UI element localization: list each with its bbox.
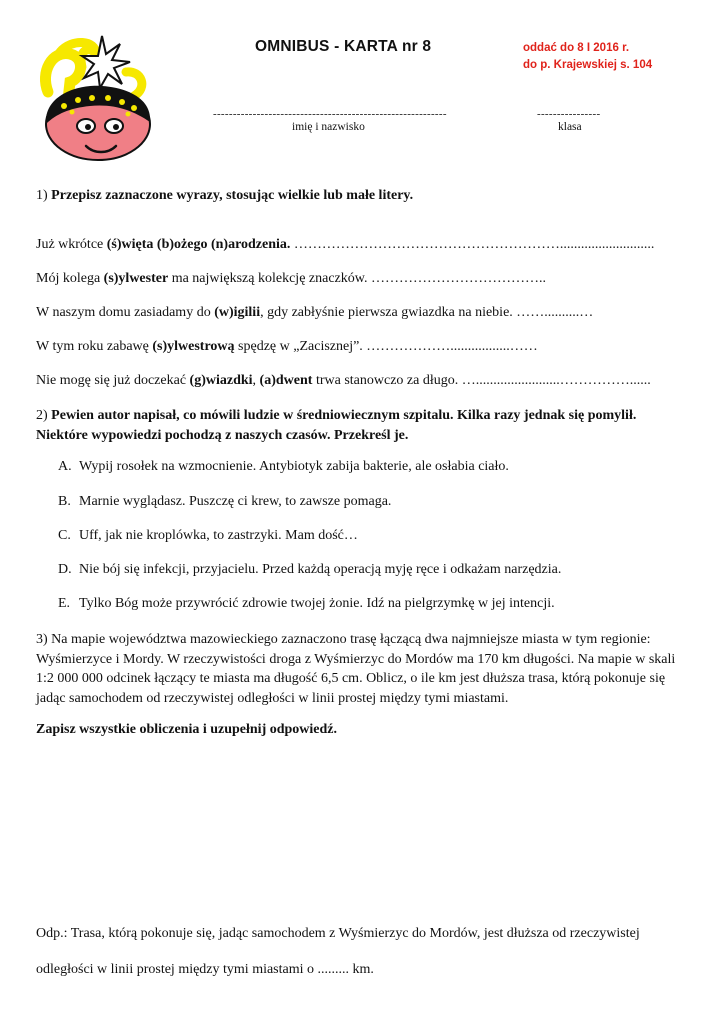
marked-words: (s)ylwester: [103, 271, 169, 286]
class-field-line[interactable]: ----------------: [537, 108, 601, 120]
sentence-text: W tym roku zabawę: [36, 339, 153, 354]
omnibus-logo: [30, 32, 160, 167]
task1-heading: [36, 188, 413, 204]
task2-option-c[interactable]: [58, 528, 358, 544]
task1-sentence-5: [36, 373, 651, 389]
task2-number: 2): [36, 408, 52, 423]
marked-words: (g)wiazdki: [189, 373, 253, 388]
deadline-date: oddać do 8 I 2016 r.: [523, 42, 630, 54]
task1-instruction: Przepisz zaznaczone wyrazy, stosując wielkie lub małe litery.: [51, 188, 414, 203]
task3-text: 3) Na mapie województwa mazowieckiego zaznaczono trasę łączącą dwa najmniejsze miasta w tym regionie: Wyśmierzyce i Mordy. W rzeczywistości droga z Wyśmierzyc do Mordów ma 170 km długości. Na mapie w skali 1:2 000 000 odcinek łączący te miasta ma długość 6,5 cm. Oblicz, o ile km jest dłuższa trasa, którą pokonuje się jadąc samochodem od rzeczywistej odległości w linii prostej między tymi miastami.: [36, 632, 676, 706]
option-text: Uff, jak nie kroplówka, to zastrzyki. Mam dość…: [79, 528, 358, 543]
option-letter: A.: [58, 459, 72, 474]
answer-blank[interactable]: spędzę w „Zacisznej”. ……………….................……: [234, 339, 538, 354]
sentence-text: W naszym domu zasiadamy do: [36, 305, 215, 320]
option-text: Marnie wyglądasz. Puszczę ci krew, to zawsze pomaga.: [79, 494, 392, 509]
option-text: Nie bój się infekcji, przyjacielu. Przed każdą operacją myję ręce i odkażam narzędzia.: [79, 562, 562, 577]
option-letter: B.: [58, 494, 71, 509]
task2-option-a[interactable]: [58, 459, 509, 475]
name-field-caption: imię i nazwisko: [292, 121, 365, 133]
sentence-text: ,: [252, 373, 260, 388]
name-field-line[interactable]: -----------------------------------------------------------: [213, 108, 447, 120]
marked-words: (s)ylwestrową: [152, 339, 235, 354]
deadline-note: [523, 40, 652, 74]
option-letter: E.: [58, 596, 71, 611]
sentence-text: Mój kolega: [36, 271, 104, 286]
class-field-caption: klasa: [558, 121, 582, 133]
page-title: OMNIBUS - KARTA nr 8: [255, 38, 432, 55]
answer-blank[interactable]: …………………………………………………...........................: [290, 237, 655, 252]
task3-instruction: [36, 722, 337, 738]
task1-sentence-2: [36, 271, 546, 287]
answer-line-2[interactable]: odległości w linii prostej między tymi miastami o ......... km.: [36, 962, 374, 977]
task2-option-e[interactable]: [58, 596, 555, 612]
task1-number: 1): [36, 188, 52, 203]
deadline-recipient: do p. Krajewskiej s. 104: [523, 59, 653, 71]
option-text: Tylko Bóg może przywrócić zdrowie twojej żonie. Idź na pielgrzymkę w jej intencji.: [79, 596, 555, 611]
option-letter: C.: [58, 528, 71, 543]
answer-blank[interactable]: ma największą kolekcję znaczków. ………………………………..: [168, 271, 546, 286]
answer-line-1: Odp.: Trasa, którą pokonuje się, jadąc samochodem z Wyśmierzyc do Mordów, jest dłuższa od rzeczywistej: [36, 926, 640, 941]
answer-blank[interactable]: trwa stanowczo za długo. …........................……………......: [312, 373, 651, 388]
answer-blank[interactable]: , gdy zabłyśnie pierwsza gwiazdka na niebie. ……..........…: [260, 305, 594, 320]
option-text: Wypij rosołek na wzmocnienie. Antybiotyk zabija bakterie, ale osłabia ciało.: [79, 459, 509, 474]
option-letter: D.: [58, 562, 72, 577]
marked-words: (w)igilii: [214, 305, 261, 320]
task2-instruction: Pewien autor napisał, co mówili ludzie w średniowiecznym szpitalu. Kilka razy jednak się pomylił. Niektóre wypowiedzi pochodzą z naszych czasów. Przekreśl je.: [36, 408, 637, 443]
marked-words: (a)dwent: [259, 373, 313, 388]
task1-sentence-3: [36, 305, 593, 321]
task1-sentence-4: [36, 339, 538, 355]
task1-sentence-1: [36, 237, 654, 253]
sentence-text: Nie mogę się już doczekać: [36, 373, 190, 388]
task2-option-d[interactable]: [58, 562, 561, 578]
sentence-text: Już wkrótce: [36, 237, 107, 252]
marked-words: (ś)więta (b)ożego (n)arodzenia.: [106, 237, 291, 252]
task2-option-b[interactable]: [58, 494, 391, 510]
task2-heading: [36, 406, 686, 445]
task3-instruction-text: Zapisz wszystkie obliczenia i uzupełnij odpowiedź.: [36, 722, 338, 737]
